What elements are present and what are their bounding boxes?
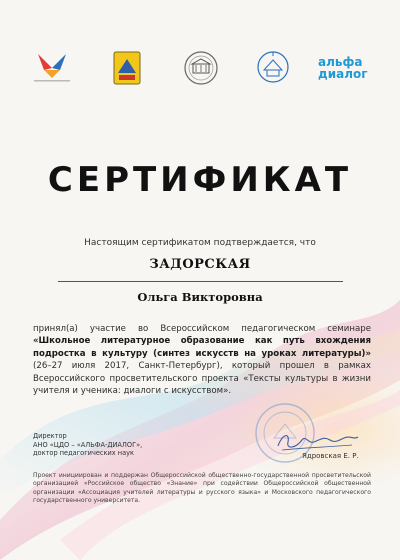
certificate-title: СЕРТИФИКАТ: [47, 160, 353, 200]
emblem-logo: [112, 50, 142, 86]
name-divider: [58, 281, 343, 282]
partner-logos: [32, 50, 368, 90]
alfa-logo-line1: альфа: [318, 55, 363, 69]
certificate-body: [33, 323, 371, 397]
body-text-before: принял(а) участие во Всероссийском педагогическом семинаре: [33, 324, 371, 334]
signatory-organization: АНО «ЦДО – «АЛЬФА-ДИАЛОГ»,: [33, 440, 143, 449]
alfa-logo-line2: диалог: [318, 67, 368, 81]
alfa-dialog-logo: [318, 50, 368, 86]
signatory-position: Директор: [33, 432, 67, 440]
teachers-association-logo: [255, 50, 291, 86]
znanie-logo: [32, 50, 72, 86]
footer-note: Проект инициирован и поддержан Общероссийской общественно-государственной просветительской организацией «Российское общество «Знание» при содействии Общероссийской общественной организации «Ассоциация учителей литературы и русского языка» и Московского педагогического государственного университета.: [33, 472, 371, 505]
signatory-degree: доктор педагогических наук: [33, 449, 135, 458]
body-text-after: (26–27 июля 2017, Санкт-Петербург), который прошел в рамках Всероссийского просветительского проекта «Тексты культуры в жизни учителя и ученика: диалоги с искусством».: [33, 361, 371, 397]
recipient-given-names: Ольга Викторовна: [137, 290, 263, 304]
intro-line: Настоящим сертификатом подтверждается, что: [84, 238, 316, 248]
seminar-title: «Школьное литературное образование как путь вхождения подростка в культуру (синтез искусств на уроках литературы)»: [33, 336, 371, 359]
signatory-block: [33, 432, 142, 458]
signatory-name: Ядровская Е. Р.: [302, 452, 359, 460]
recipient-surname: ЗАДОРСКАЯ: [149, 257, 251, 272]
university-seal-logo: [182, 50, 220, 86]
